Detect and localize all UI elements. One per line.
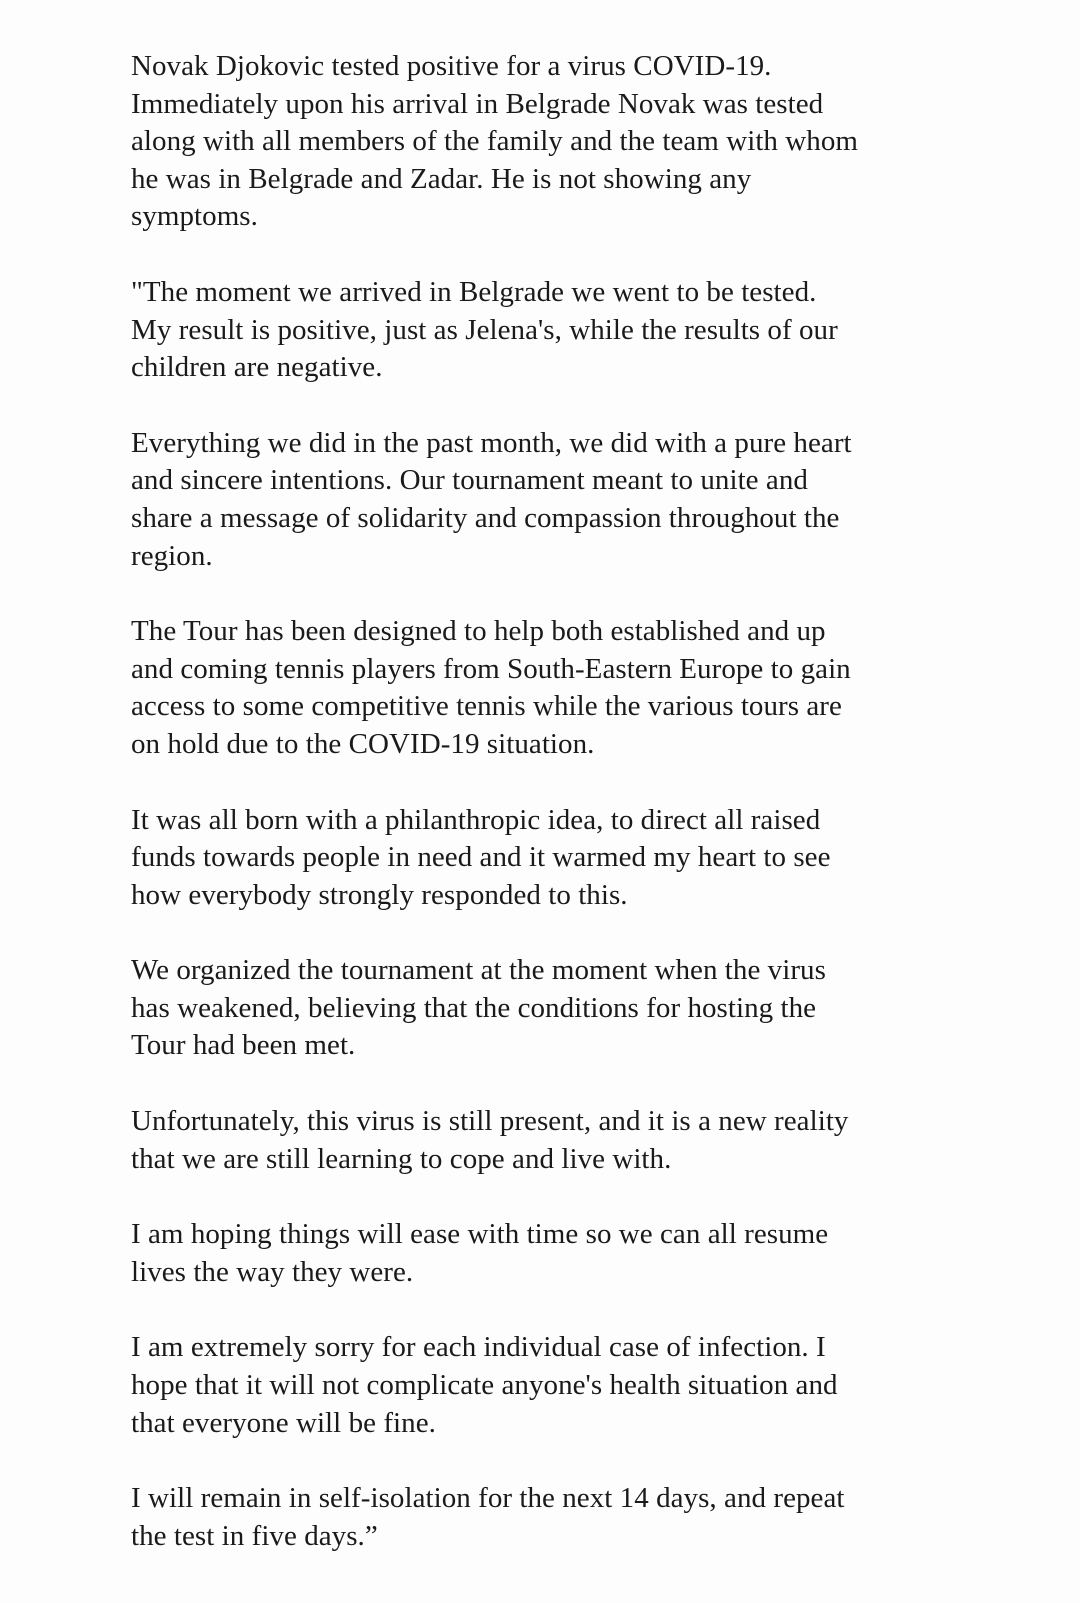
text-line: along with all members of the family and the team with whom: [131, 125, 858, 158]
text-line: the test in five days.”: [131, 1519, 378, 1552]
text-line: on hold due to the COVID-19 situation.: [131, 727, 595, 760]
text-line: that everyone will be fine.: [131, 1406, 436, 1439]
text-line: children are negative.: [131, 351, 383, 384]
paragraph-6: [131, 952, 1040, 1065]
text-line: I will remain in self-isolation for the next 14 days, and repeat: [131, 1482, 845, 1515]
text-line: My result is positive, just as Jelena's, while the results of our: [131, 313, 838, 346]
paragraph-10: [131, 1480, 1040, 1555]
text-line: The Tour has been designed to help both established and up: [131, 615, 826, 648]
paragraph-9: [131, 1329, 1040, 1442]
text-line: Immediately upon his arrival in Belgrade Novak was tested: [131, 87, 824, 120]
text-line: share a message of solidarity and compassion throughout the: [131, 501, 840, 534]
statement-body: [131, 48, 1040, 1555]
text-line: Novak Djokovic tested positive for a virus COVID-19.: [131, 50, 772, 82]
paragraph-3: [131, 425, 1040, 575]
text-line: symptoms.: [131, 200, 258, 233]
text-line: access to some competitive tennis while the various tours are: [131, 690, 842, 723]
paragraph-5: [131, 802, 1040, 915]
text-line: he was in Belgrade and Zadar. He is not showing any: [131, 162, 752, 195]
text-line: It was all born with a philanthropic idea, to direct all raised: [131, 803, 821, 836]
text-line: that we are still learning to cope and live with.: [131, 1142, 672, 1175]
paragraph-2: [131, 274, 1040, 387]
text-line: Unfortunately, this virus is still present, and it is a new reality: [131, 1105, 849, 1138]
paragraph-8: [131, 1216, 1040, 1291]
text-line: We organized the tournament at the moment when the virus: [131, 954, 826, 987]
text-line: lives the way they were.: [131, 1255, 414, 1288]
text-line: region.: [131, 539, 213, 572]
text-line: Everything we did in the past month, we did with a pure heart: [131, 426, 852, 459]
paragraph-7: [131, 1103, 1040, 1178]
text-line: and coming tennis players from South-Eastern Europe to gain: [131, 652, 851, 685]
text-line: "The moment we arrived in Belgrade we went to be tested.: [131, 275, 817, 308]
paragraph-1: [131, 48, 1040, 236]
text-line: hope that it will not complicate anyone's health situation and: [131, 1369, 838, 1402]
text-line: and sincere intentions. Our tournament meant to unite and: [131, 464, 808, 497]
paragraph-4: [131, 613, 1040, 763]
text-line: Tour had been met.: [131, 1029, 356, 1062]
text-line: I am extremely sorry for each individual case of infection. I: [131, 1331, 826, 1364]
text-line: I am hoping things will ease with time so we can all resume: [131, 1218, 829, 1251]
text-line: how everybody strongly responded to this.: [131, 878, 628, 911]
text-line: has weakened, believing that the conditions for hosting the: [131, 991, 817, 1024]
text-line: funds towards people in need and it warmed my heart to see: [131, 841, 831, 874]
